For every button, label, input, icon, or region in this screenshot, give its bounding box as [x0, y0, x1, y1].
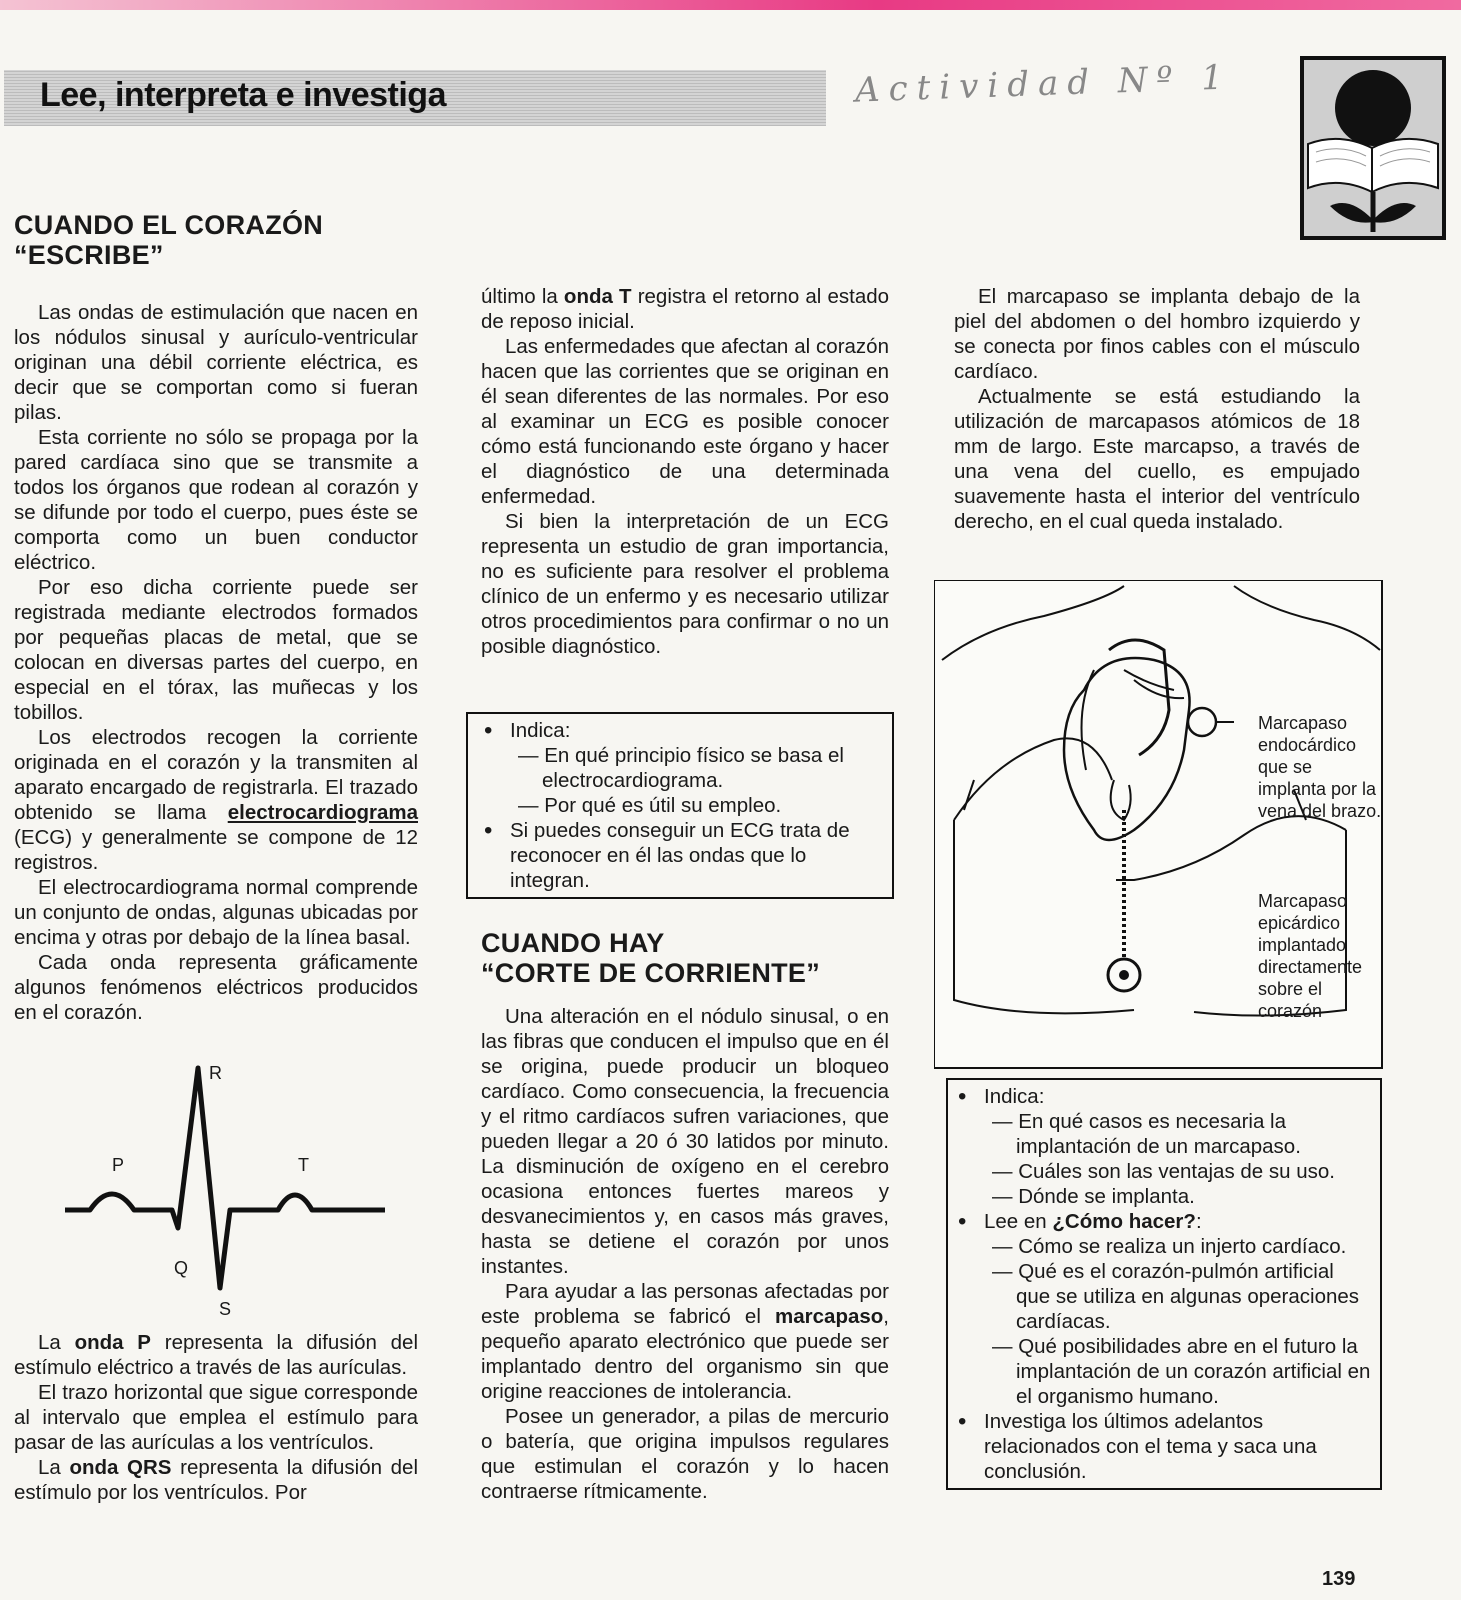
paragraph: Esta corriente no sólo se propaga por la pared cardíaca sino que se transmite a todos los órganos que rodean al corazón y se difunde por todo el cuerpo, pues éste se comporta como un buen conductor eléctrico.: [14, 426, 418, 574]
ecg-label-r: R: [209, 1063, 222, 1083]
dash-item: — Dónde se implanta.: [992, 1185, 1195, 1208]
ecg-label-p: P: [112, 1155, 125, 1175]
ecg-label-s: S: [219, 1299, 232, 1319]
heading-cuando-escribe: CUANDO EL CORAZÓN “ESCRIBE”: [14, 210, 324, 270]
paragraph: Los electrodos recogen la corriente originada en el corazón y la transmiten al aparato encargado de registrarla. El trazado obtenido se llama electrocardiograma (ECG) y generalmente se compone de 12 registros.: [14, 726, 418, 874]
paragraph: Si bien la interpretación de un ECG representa un estudio de gran importancia, no es suficiente para resolver el problema clínico de un enfermo y es necesario utilizar otros procedimientos para confirmar o no un posible diagnóstico.: [481, 510, 889, 658]
dash-item: — En qué casos es necesaria la implantación de un marcapaso.: [992, 1110, 1301, 1158]
bullet-indica: • Indica:: [484, 718, 884, 743]
bullet-item: • Si puedes conseguir un ECG trata de reconocer en él las ondas que lo integran.: [484, 818, 884, 893]
column-1: [14, 210, 418, 1025]
paragraph: Actualmente se está estudiando la utilización de marcapasos atómicos de 18 mm de largo. Este marcapso, a través de una vena del cuello, es empujado suavemente hasta el interior del ventrículo derecho, en el cual queda instalado.: [954, 385, 1360, 533]
column-3: [954, 284, 1360, 534]
paragraph: Por eso dicha corriente puede ser registrada mediante electrodos formados por pequeñas placas de metal, que se colocan en diversas partes del cuerpo, en especial en el tórax, las muñecas y los tobillos.: [14, 576, 418, 724]
paragraph: Para ayudar a las personas afectadas por este problema se fabricó el marcapaso, pequeño aparato electrónico que puede ser implantado dentro del organismo sin que origine reacciones de intolerancia.: [481, 1280, 889, 1403]
label-endocardic-pacemaker: Marcapaso endocárdico que se implanta por la vena del brazo.: [1258, 713, 1382, 821]
paragraph: último la onda T registra el retorno al estado de reposo inicial.: [481, 285, 890, 333]
paragraph: El marcapaso se implanta debajo de la piel del abdomen o del hombro izquierdo y se conecta por finos cables con el músculo cardíaco.: [954, 285, 1360, 383]
bullet-indica: • Indica:: [958, 1084, 1372, 1109]
ecg-label-q: Q: [174, 1258, 189, 1278]
dash-item: — Cuáles son las ventajas de su uso.: [992, 1160, 1335, 1183]
page-number: 139: [1322, 1568, 1356, 1590]
paragraph: Cada onda representa gráficamente algunos fenómenos eléctricos producidos en el corazón.: [14, 951, 418, 1024]
paragraph: El trazo horizontal que sigue corresponde al intervalo que emplea el estímulo para pasar de las aurículas a los ventrículos.: [14, 1381, 418, 1454]
paragraph: Una alteración en el nódulo sinusal, o en las fibras que conducen el impulso que en él se origina, puede producir un bloqueo cardíaco. Como consecuencia, la frecuencia y el ritmo cardíacos sufren variaciones, que pueden llegar a 20 ó 30 latidos por minuto. La disminución de oxígeno en el cerebro ocasiona entonces fuertes mareos y desvanecimientos y, en casos más graves, hasta se detiene el corazón por unos instantes.: [481, 1005, 889, 1278]
dash-item: — Qué es el corazón-pulmón artificial que se utiliza en algunas operaciones cardíacas.: [992, 1260, 1360, 1333]
top-color-strip: [0, 0, 1461, 10]
column-2-lower: [481, 928, 889, 1504]
paragraph: Posee un generador, a pilas de mercurio o batería, que origina impulsos regulares que estimulan el corazón y lo hacen contraerse rítmicamente.: [481, 1405, 889, 1503]
ecg-label-t: T: [298, 1155, 309, 1175]
paragraph: Las ondas de estimulación que nacen en los nódulos sinusal y aurículo-ventricular originan una débil corriente eléctrica, es decir que se comportan como si fueran pilas.: [14, 301, 418, 424]
label-epicardic-pacemaker: Marcapaso epicárdico implantado directamente sobre el corazón: [1258, 891, 1363, 1021]
paragraph: La onda QRS representa la difusión del estímulo por los ventrículos. Por: [14, 1456, 419, 1504]
electrocardiograma-term: electrocardiograma: [227, 801, 418, 824]
dash-item: — En qué principio físico se basa el electrocardiograma.: [518, 744, 844, 792]
heading-corte-corriente: CUANDO HAY “CORTE DE CORRIENTE”: [481, 928, 821, 988]
paragraph: Las enfermedades que afectan al corazón hacen que las corrientes que se originan en él sean diferentes de las normales. Por eso al examinar un ECG es posible conocer cómo está funcionando este órgano y hacer el diagnóstico de una determinada enfermedad.: [481, 335, 889, 508]
paragraph: El electrocardiograma normal comprende un conjunto de ondas, algunas ubicadas por encima y otras por debajo de la línea basal.: [14, 876, 418, 949]
paragraph: La onda P representa la difusión del estímulo eléctrico a través de las aurículas.: [14, 1331, 419, 1379]
activity-box-1: [466, 712, 894, 899]
column-2: [481, 284, 889, 659]
dash-item: — Por qué es útil su empleo.: [518, 794, 782, 817]
book-flower-logo-icon: [1300, 56, 1446, 240]
bullet-investiga: • Investiga los últimos adelantos relacionados con el tema y saca una conclusión.: [958, 1409, 1372, 1484]
ecg-wave-diagram: [50, 1050, 400, 1320]
dash-item: — Qué posibilidades abre en el futuro la implantación de un corazón artificial en el organismo humano.: [992, 1335, 1371, 1408]
section-title: Lee, interpreta e investiga: [40, 76, 446, 114]
column-1-bottom: [14, 1330, 418, 1505]
dash-item: — Cómo se realiza un injerto cardíaco.: [992, 1235, 1347, 1258]
bullet-lee: • Lee en ¿Cómo hacer?:: [958, 1209, 1372, 1234]
activity-box-2: [946, 1078, 1382, 1490]
handwritten-note: Actividad Nº 1: [854, 57, 1233, 111]
